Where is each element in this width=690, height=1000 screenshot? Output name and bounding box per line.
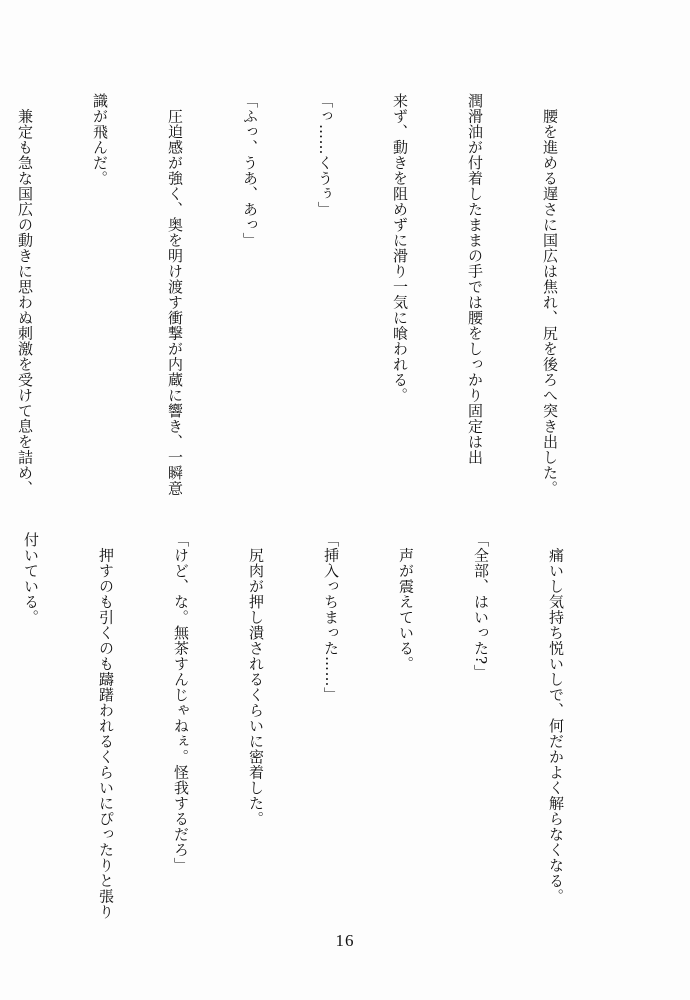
text-column: 来ず、動きを阻めずに滑り一気に喰われる。 [391, 93, 409, 403]
text-column: 押すのも引くのも躊躇われるくらいにぴったりと張り [97, 532, 115, 920]
bottom-text-block [22, 532, 618, 920]
text-column: 「ふっ、うあ、あっ」 [241, 93, 259, 248]
text-column: 声が震えている。 [397, 532, 415, 672]
text-column: 痛いし気持ち悦いしで、何だかよく解らなくなる。 [547, 532, 565, 904]
text-column: 「挿入っちまった……」 [322, 532, 340, 703]
text-column: 付いている。 [22, 532, 40, 625]
page-number: 16 [335, 931, 355, 950]
top-text-block [16, 93, 612, 496]
text-column: 「けど、な。無茶すんじゃねぇ。怪我するだろ」 [172, 532, 190, 873]
text-column: 潤滑油が付着したままの手では腰をしっかり固定は出 [466, 93, 484, 465]
text-column: 尻肉が押し潰されるくらいに密着した。 [247, 532, 265, 827]
text-column: 兼定も急な国広の動きに思わぬ刺激を受けて息を詰め、 [16, 93, 34, 496]
text-column: 「全部、はいった?」 [472, 532, 490, 681]
text-column: 腰を進める遅さに国広は焦れ、尻を後ろへ突き出した。 [541, 93, 559, 496]
text-column: 「っ……くうぅ」 [316, 93, 334, 217]
text-column: 識が飛んだ。 [91, 93, 109, 186]
text-column: 圧迫感が強く、奥を明け渡す衝撃が内蔵に響き、一瞬意 [166, 93, 184, 496]
